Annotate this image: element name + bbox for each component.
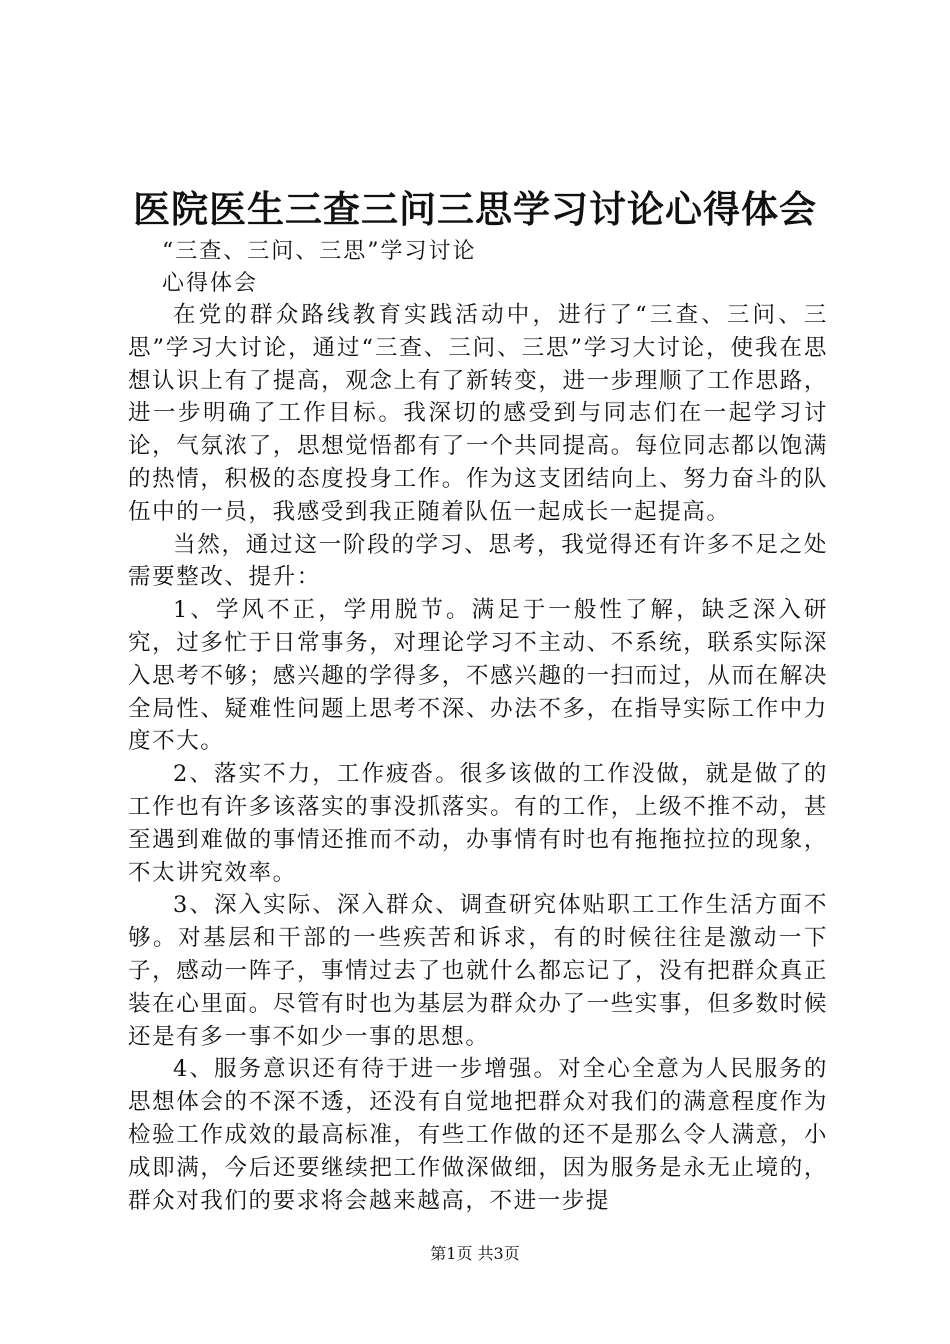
paragraph-item-1: 1、学风不正，学用脱节。满足于一般性了解，缺乏深入研究，过多忙于日常事务，对理论学习不主动、不系统，联系实际深入思考不够；感兴趣的学得多，不感兴趣的一扫而过，从而在解决全局性、疑难性问题上思考不深、办法不多，在指导实际工作中力度不大。 <box>128 597 828 755</box>
page-number-footer: 第1页 共3页 <box>430 1244 520 1263</box>
subtitle-line-2: 心得体会 <box>162 271 259 296</box>
paragraph-item-3: 3、深入实际、深入群众、调查研究体贴职工工作生活方面不够。对基层和干部的一些疾苦和诉求，有的时候往往是激动一下子，感动一阵子，事情过去了也就什么都忘记了，没有把群众真正装在心里面。尽管有时也为基层为群众办了一些实事，但多数时候还是有多一事不如少一事的思想。 <box>128 892 828 1050</box>
paragraph-intro: 在党的群众路线教育实践活动中，进行了“三查、三问、三思”学习大讨论，通过“三查、三问、三思”学习大讨论，使我在思想认识上有了提高，观念上有了新转变，进一步理顺了工作思路，进一步明确了工作目标。我深切的感受到与同志们在一起学习讨论，气氛浓了，思想觉悟都有了一个共同提高。每位同志都以饱满的热情，积极的态度投身工作。作为这支团结向上、努力奋斗的队伍中的一员，我感受到我正随着队伍一起成长一起提高。 <box>128 302 828 525</box>
paragraph-shortcomings-lead: 当然，通过这一阶段的学习、思考，我觉得还有许多不足之处需要整改、提升： <box>128 531 828 591</box>
document-title: 医院医生三查三问三思学习讨论心得体会 <box>133 187 817 231</box>
subtitle-line-1: “三查、三问、三思”学习讨论 <box>162 239 477 264</box>
paragraph-item-2: 2、落实不力，工作疲沓。很多该做的工作没做，就是做了的工作也有许多该落实的事没抓落实。有的工作，上级不推不动，甚至遇到难做的事情还推而不动，办事情有时也有拖拖拉拉的现象，不太讲究效率。 <box>128 761 828 886</box>
document-body <box>128 299 828 1217</box>
paragraph-item-4: 4、服务意识还有待于进一步增强。对全心全意为人民服务的思想体会的不深不透，还没有自觉地把群众对我们的满意程度作为检验工作成效的最高标准，有些工作做的还不是那么令人满意，小成即满，今后还要继续把工作做深做细，因为服务是永无止境的，群众对我们的要求将会越来越高，不进一步提 <box>128 1056 828 1214</box>
